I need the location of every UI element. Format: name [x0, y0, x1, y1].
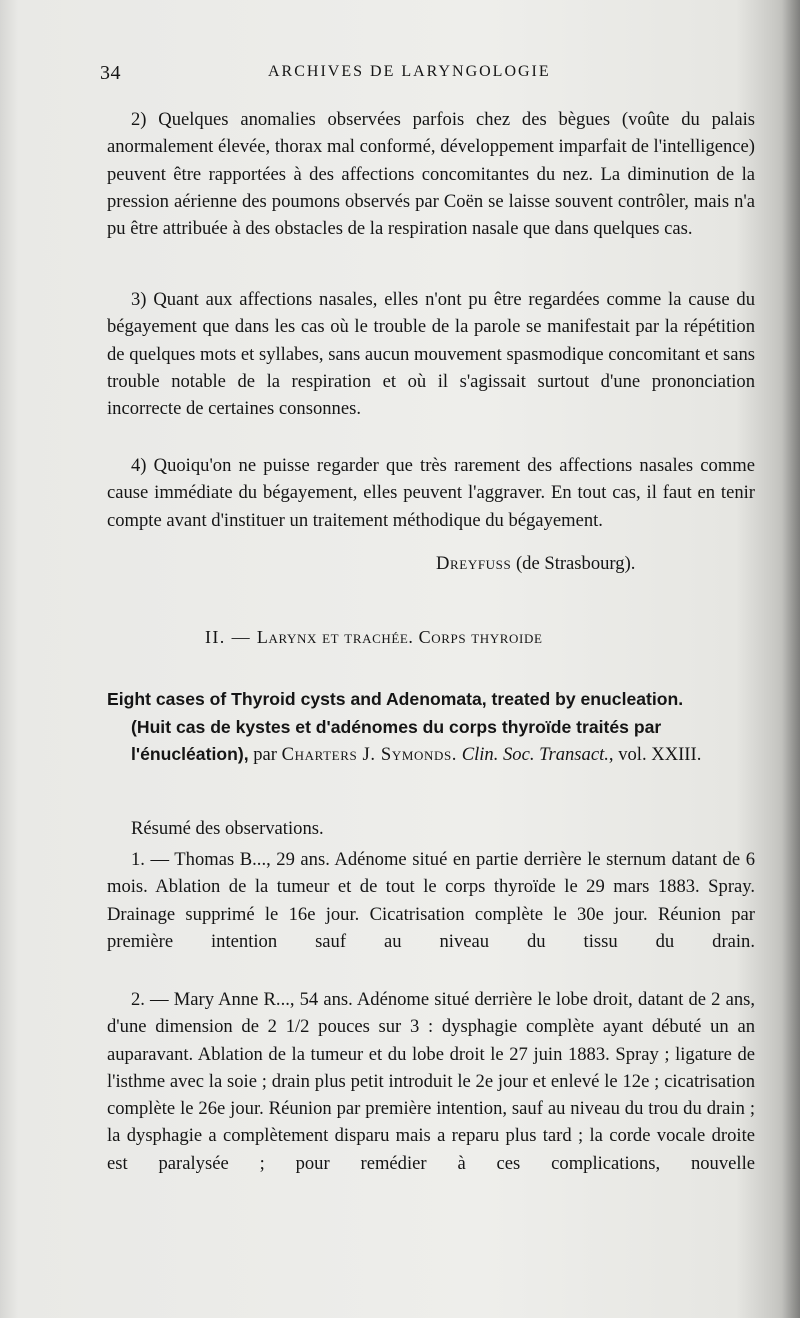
section-heading [205, 627, 543, 648]
paragraph-2: 2) Quelques anomalies observées parfois chez des bègues (voûte du palais anormalement élevée, thorax mal conformé, développement imparfait de l'intelligence) peuvent être rapportées à des affections concomitantes du nez. La diminution de la pression aérienne des poumons observés par Coën se laisse souvent contrôler, mais n'a pu être attribuée à des obstacles de la respiration nasale que dans quelques cas. [107, 109, 755, 240]
page-number: 34 [100, 62, 121, 84]
running-head: ARCHIVES DE LARYNGOLOGIE [268, 63, 551, 80]
resume-heading: Résumé des observations. [131, 818, 324, 839]
section-title: Larynx et trachée. Corps thyroide [256, 627, 543, 647]
signature-name: Dreyfuss [436, 553, 512, 574]
article-author: Charters J. Symonds. [281, 744, 458, 765]
article-journal: Clin. Soc. Transact. [461, 744, 609, 765]
signature-place: (de Strasbourg). [515, 553, 636, 574]
article-entry [107, 686, 761, 769]
observation-1: 1. — Thomas B..., 29 ans. Adénome situé en partie derrière le sternum datant de 6 mois. Ablation de la tumeur et de tout le corps thyroïde le 29 mars 1883. Spray. Drainage supprimé le 16e jour. Cicatrisation complète le 30e jour. Réunion par première intention sauf au niveau du tissu du drain. [107, 849, 755, 952]
paragraph-3: 3) Quant aux affections nasales, elles n'ont pu être regardées comme la cause du bégayement que dans les cas où le trouble de la parole se manifestait par la répétition de quelques mots et syllabes, sans aucun mouvement spasmodique concomitant et sans trouble notable de la respiration et où il s'agissait surtout d'une prononciation incorrecte de certaines consonnes. [107, 289, 755, 420]
article-title-en: Eight cases of Thyroid cysts and Adenomata, treated by enucleation. [107, 689, 684, 709]
article-volume: , vol. XXIII. [608, 744, 702, 765]
article-title-fr: (Huit cas de kystes et d'adénomes du corps thyroïde traités par l'énucléation), [131, 716, 662, 764]
observation-2: 2. — Mary Anne R..., 54 ans. Adénome situé derrière le lobe droit, datant de 2 ans, d'une dimension de 2 1/2 pouces sur 3 : dysphagie complète ayant débuté un an auparavant. Ablation de la tumeur et du lobe droit le 27 juin 1883. Spray ; ligature de l'isthme avec la soie ; drain plus petit introduit le 2e jour et enlevé le 12e ; cicatrisation complète le 26e jour. Réunion par première intention, sauf au niveau du trou du drain ; la dysphagie a complètement disparu mais a reparu plus tard ; la corde vocale droite est paralysée ; pour remédier à ces complications, nouvelle [107, 989, 755, 1174]
paragraph-4: 4) Quoiqu'on ne puisse regarder que très rarement des affections nasales comme cause immédiate du bégayement, elles peuvent l'aggraver. En tout cas, il faut en tenir compte avant d'instituer un traitement méthodique du bégayement. [107, 455, 755, 531]
section-number: II. — [205, 627, 251, 647]
article-by: par [253, 744, 277, 765]
article-citation [107, 714, 761, 769]
signature [436, 553, 635, 575]
page-edge-shadow [782, 0, 800, 1318]
page-header [100, 62, 760, 88]
